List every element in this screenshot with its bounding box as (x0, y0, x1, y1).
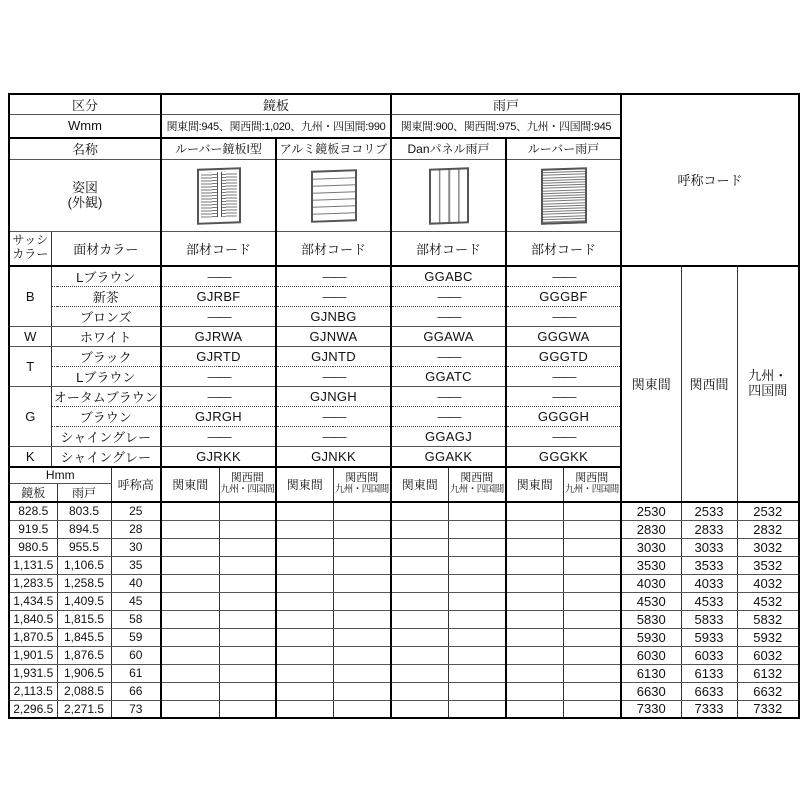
kubun-header: 区分 (9, 94, 161, 115)
kansai-kyushu-subheader (448, 467, 506, 503)
buzai-code-header: 部材コード (391, 232, 506, 266)
empty-cell (333, 646, 391, 664)
empty-cell (563, 628, 621, 646)
color-name: Lブラウン (51, 366, 161, 386)
color-name: ブラウン (51, 406, 161, 426)
empty-cell (333, 628, 391, 646)
code-cell: GGABC (391, 266, 506, 287)
empty-cell (563, 574, 621, 592)
color-name: シャイングレー (51, 446, 161, 467)
wmm-header: Wmm (9, 115, 161, 138)
sash-line2: カラー (12, 247, 49, 262)
kosho-code-kanto: 5830 (621, 610, 681, 628)
figure-cell (161, 160, 276, 232)
mensai-color-header: 面材カラー (51, 232, 161, 266)
code-cell: GGGKK (506, 446, 621, 467)
code-cell: —— (161, 306, 276, 326)
code-cell: —— (506, 306, 621, 326)
sash-color-header (9, 232, 51, 266)
louver-amado-figure (541, 167, 587, 225)
color-name: ホワイト (51, 326, 161, 346)
amado-col-header: 雨戸 (57, 484, 111, 503)
kagami-h: 1,870.5 (9, 628, 57, 646)
empty-cell (563, 610, 621, 628)
empty-cell (448, 646, 506, 664)
sash-letter: W (9, 326, 51, 346)
empty-cell (161, 538, 219, 556)
kyushu-line: 九州・四国間 (449, 484, 504, 496)
kyushu-line: 九州・四国間 (220, 484, 275, 496)
code-cell: GJRGH (161, 406, 276, 426)
empty-cell (563, 592, 621, 610)
empty-cell (161, 664, 219, 682)
empty-cell (276, 628, 333, 646)
empty-cell (276, 646, 333, 664)
empty-cell (506, 592, 563, 610)
empty-cell (333, 610, 391, 628)
kosho-h: 59 (111, 628, 161, 646)
kosho-h: 61 (111, 664, 161, 682)
empty-cell (333, 664, 391, 682)
kansai-kyushu-subheader (219, 467, 276, 503)
spec-table (8, 93, 800, 719)
empty-cell (333, 538, 391, 556)
kanto-subheader: 関東間 (276, 467, 333, 503)
kosho-code-kansai: 4533 (681, 592, 737, 610)
kosho-code-kyushu: 2832 (737, 520, 799, 538)
kosho-code-kansai: 2833 (681, 520, 737, 538)
code-cell: —— (161, 386, 276, 406)
code-cell: —— (391, 386, 506, 406)
sugata-header (9, 160, 161, 232)
kosho-code-kanto: 7330 (621, 700, 681, 718)
empty-cell (333, 682, 391, 700)
kagami-h: 1,931.5 (9, 664, 57, 682)
kansai-line: 関西間 (345, 472, 379, 485)
empty-cell (219, 682, 276, 700)
empty-cell (448, 628, 506, 646)
empty-cell (506, 502, 563, 520)
empty-cell (219, 592, 276, 610)
empty-cell (219, 556, 276, 574)
code-cell: GGAGJ (391, 426, 506, 446)
empty-cell (391, 520, 448, 538)
kansai-line: 関西間 (460, 472, 494, 485)
code-cell: GGAKK (391, 446, 506, 467)
empty-cell (448, 520, 506, 538)
kansai-kyushu-subheader (563, 467, 621, 503)
kagami-col-header: 鏡板 (9, 484, 57, 503)
kosho-code-kansai: 3033 (681, 538, 737, 556)
kosho-h: 35 (111, 556, 161, 574)
sash-letter: T (9, 346, 51, 386)
empty-cell (276, 664, 333, 682)
code-cell: GJNGH (276, 386, 391, 406)
kosho-h: 73 (111, 700, 161, 718)
empty-cell (333, 592, 391, 610)
group-kagamiita: 鏡板 (161, 94, 391, 115)
empty-cell (219, 610, 276, 628)
kyushu-line1: 九州・ (748, 367, 788, 383)
figure-cell (506, 160, 621, 232)
kosho-code-kanto: 2530 (621, 502, 681, 520)
kanto-subheader: 関東間 (506, 467, 563, 503)
region-kanto-label: 関東間 (621, 266, 681, 503)
color-name: ブロンズ (51, 306, 161, 326)
empty-cell (161, 700, 219, 718)
kosho-code-kanto: 6030 (621, 646, 681, 664)
kosho-code-kanto: 6130 (621, 664, 681, 682)
kagami-h: 1,840.5 (9, 610, 57, 628)
louver-kagami-i-figure (197, 167, 241, 225)
kosho-h: 30 (111, 538, 161, 556)
amado-h: 894.5 (57, 520, 111, 538)
dan-panel-amado-figure (429, 167, 469, 224)
code-cell: —— (276, 286, 391, 306)
code-cell: —— (161, 266, 276, 287)
kosho-code-kansai: 3533 (681, 556, 737, 574)
code-cell: —— (506, 386, 621, 406)
kagami-h: 1,283.5 (9, 574, 57, 592)
code-cell: —— (391, 346, 506, 366)
amado-h: 1,258.5 (57, 574, 111, 592)
alumi-kagami-yokoribu-figure (311, 169, 357, 223)
empty-cell (276, 682, 333, 700)
kosho-code-kyushu: 3032 (737, 538, 799, 556)
kagami-h: 919.5 (9, 520, 57, 538)
kyushu-line: 九州・四国間 (334, 484, 389, 496)
empty-cell (563, 700, 621, 718)
kosho-h: 28 (111, 520, 161, 538)
empty-cell (161, 628, 219, 646)
code-cell: GGATC (391, 366, 506, 386)
empty-cell (276, 556, 333, 574)
kosho-h: 45 (111, 592, 161, 610)
kosho-code-kyushu: 3532 (737, 556, 799, 574)
code-cell: —— (391, 306, 506, 326)
code-cell: —— (161, 426, 276, 446)
amado-h: 1,815.5 (57, 610, 111, 628)
empty-cell (161, 682, 219, 700)
kosho-code-kanto: 5930 (621, 628, 681, 646)
amado-h: 2,271.5 (57, 700, 111, 718)
code-cell: GJNBG (276, 306, 391, 326)
empty-cell (219, 646, 276, 664)
figure-cell (391, 160, 506, 232)
empty-cell (333, 700, 391, 718)
empty-cell (276, 574, 333, 592)
kosho-code-kanto: 3030 (621, 538, 681, 556)
kosho-code-kyushu: 2532 (737, 502, 799, 520)
code-cell: GJNWA (276, 326, 391, 346)
empty-cell (219, 664, 276, 682)
amado-h: 2,088.5 (57, 682, 111, 700)
kyushu-line: 九州・四国間 (564, 484, 619, 496)
kagami-h: 1,434.5 (9, 592, 57, 610)
wmm-kagamiita: 関東間:945、関西間:1,020、九州・四国間:990 (161, 115, 391, 138)
region-kansai-label: 関西間 (681, 266, 737, 503)
sash-line1: サッシ (12, 233, 49, 248)
code-cell: GGGGH (506, 406, 621, 426)
empty-cell (161, 556, 219, 574)
empty-cell (506, 700, 563, 718)
empty-cell (448, 592, 506, 610)
kanto-subheader: 関東間 (391, 467, 448, 503)
code-cell: —— (506, 266, 621, 287)
amado-h: 1,845.5 (57, 628, 111, 646)
code-cell: GJNTD (276, 346, 391, 366)
empty-cell (391, 700, 448, 718)
empty-cell (276, 700, 333, 718)
color-name: シャイングレー (51, 426, 161, 446)
empty-cell (391, 592, 448, 610)
kosho-code-kanto: 3530 (621, 556, 681, 574)
kosho-h: 25 (111, 502, 161, 520)
kosho-code-kansai: 6033 (681, 646, 737, 664)
code-cell: —— (276, 366, 391, 386)
empty-cell (506, 628, 563, 646)
kosho-code-kyushu: 6632 (737, 682, 799, 700)
code-cell: GGGWA (506, 326, 621, 346)
empty-cell (333, 574, 391, 592)
kosho-h: 58 (111, 610, 161, 628)
region-kyushu-label (737, 266, 799, 503)
kosho-code-kansai: 5933 (681, 628, 737, 646)
code-cell: GJRBF (161, 286, 276, 306)
sash-letter: B (9, 266, 51, 327)
product-name: アルミ鏡板ヨコリブ (276, 138, 391, 160)
empty-cell (563, 682, 621, 700)
code-cell: GJRKK (161, 446, 276, 467)
kosho-code-kanto: 6630 (621, 682, 681, 700)
empty-cell (219, 538, 276, 556)
kosho-code-kyushu: 4032 (737, 574, 799, 592)
empty-cell (333, 520, 391, 538)
kyushu-line2: 四国間 (748, 382, 788, 398)
code-cell: GJNKK (276, 446, 391, 467)
empty-cell (448, 682, 506, 700)
empty-cell (219, 700, 276, 718)
kagami-h: 828.5 (9, 502, 57, 520)
kosho-code-kyushu: 5932 (737, 628, 799, 646)
empty-cell (161, 610, 219, 628)
empty-cell (161, 646, 219, 664)
code-cell: —— (276, 426, 391, 446)
empty-cell (563, 664, 621, 682)
empty-cell (219, 628, 276, 646)
empty-cell (219, 520, 276, 538)
kosho-code-kanto: 4030 (621, 574, 681, 592)
amado-h: 955.5 (57, 538, 111, 556)
kagami-h: 980.5 (9, 538, 57, 556)
empty-cell (161, 520, 219, 538)
kosho-code-kanto: 2830 (621, 520, 681, 538)
code-cell: —— (276, 266, 391, 287)
kansai-kyushu-subheader (333, 467, 391, 503)
code-cell: —— (391, 286, 506, 306)
empty-cell (563, 538, 621, 556)
empty-cell (563, 520, 621, 538)
empty-cell (276, 610, 333, 628)
empty-cell (391, 610, 448, 628)
empty-cell (506, 646, 563, 664)
hmm-header: Hmm (9, 467, 111, 484)
buzai-code-header: 部材コード (161, 232, 276, 266)
kanto-subheader: 関東間 (161, 467, 219, 503)
empty-cell (448, 574, 506, 592)
empty-cell (506, 610, 563, 628)
kosho-code-kyushu: 6132 (737, 664, 799, 682)
code-cell: GJRTD (161, 346, 276, 366)
kosho-h: 60 (111, 646, 161, 664)
code-cell: —— (276, 406, 391, 426)
empty-cell (391, 556, 448, 574)
empty-cell (448, 502, 506, 520)
kosho-code-kansai: 2533 (681, 502, 737, 520)
code-cell: —— (506, 366, 621, 386)
empty-cell (448, 700, 506, 718)
kosho-h: 40 (111, 574, 161, 592)
empty-cell (333, 556, 391, 574)
code-cell: —— (161, 366, 276, 386)
kosho-code-kyushu: 5832 (737, 610, 799, 628)
empty-cell (563, 502, 621, 520)
kosho-code-kansai: 4033 (681, 574, 737, 592)
amado-h: 803.5 (57, 502, 111, 520)
kosho-code-kyushu: 6032 (737, 646, 799, 664)
kansai-line: 関西間 (230, 472, 264, 485)
empty-cell (391, 628, 448, 646)
kagami-h: 1,901.5 (9, 646, 57, 664)
empty-cell (276, 592, 333, 610)
amado-h: 1,106.5 (57, 556, 111, 574)
sash-letter: G (9, 386, 51, 446)
color-name: 新茶 (51, 286, 161, 306)
product-name: Danパネル雨戸 (391, 138, 506, 160)
empty-cell (448, 556, 506, 574)
kosho-code-kanto: 4530 (621, 592, 681, 610)
code-cell: GGGTD (506, 346, 621, 366)
empty-cell (276, 538, 333, 556)
kosho-code-kansai: 7333 (681, 700, 737, 718)
sugata-line2: (外観) (67, 194, 103, 210)
empty-cell (391, 538, 448, 556)
empty-cell (391, 502, 448, 520)
kosho-code-header: 呼称コード (621, 94, 799, 266)
buzai-code-header: 部材コード (506, 232, 621, 266)
code-cell: GJRWA (161, 326, 276, 346)
kagami-h: 1,131.5 (9, 556, 57, 574)
empty-cell (448, 538, 506, 556)
color-name: ブラック (51, 346, 161, 366)
empty-cell (219, 574, 276, 592)
empty-cell (448, 664, 506, 682)
kagami-h: 2,113.5 (9, 682, 57, 700)
figure-cell (276, 160, 391, 232)
kansai-line: 関西間 (575, 472, 609, 485)
product-name: ルーバー鏡板I型 (161, 138, 276, 160)
empty-cell (333, 502, 391, 520)
product-name: ルーバー雨戸 (506, 138, 621, 160)
meisho-header: 名称 (9, 138, 161, 160)
wmm-amado: 関東間:900、関西間:975、九州・四国間:945 (391, 115, 621, 138)
empty-cell (506, 556, 563, 574)
empty-cell (448, 610, 506, 628)
empty-cell (276, 520, 333, 538)
empty-cell (391, 664, 448, 682)
buzai-code-header: 部材コード (276, 232, 391, 266)
sash-letter: K (9, 446, 51, 467)
color-name: Lブラウン (51, 266, 161, 287)
kagami-h: 2,296.5 (9, 700, 57, 718)
code-cell: GGGBF (506, 286, 621, 306)
koshodaka-header: 呼称高 (111, 467, 161, 503)
empty-cell (161, 502, 219, 520)
empty-cell (276, 502, 333, 520)
sugata-line1: 姿図 (71, 179, 98, 195)
empty-cell (391, 646, 448, 664)
code-cell: —— (391, 406, 506, 426)
amado-h: 1,876.5 (57, 646, 111, 664)
kosho-code-kyushu: 7332 (737, 700, 799, 718)
code-cell: —— (506, 426, 621, 446)
empty-cell (506, 664, 563, 682)
empty-cell (506, 682, 563, 700)
empty-cell (506, 574, 563, 592)
group-amado: 雨戸 (391, 94, 621, 115)
amado-h: 1,906.5 (57, 664, 111, 682)
empty-cell (506, 520, 563, 538)
kosho-h: 66 (111, 682, 161, 700)
amado-h: 1,409.5 (57, 592, 111, 610)
empty-cell (563, 646, 621, 664)
empty-cell (391, 682, 448, 700)
empty-cell (219, 502, 276, 520)
empty-cell (506, 538, 563, 556)
empty-cell (161, 592, 219, 610)
kosho-code-kansai: 6133 (681, 664, 737, 682)
kosho-code-kansai: 6633 (681, 682, 737, 700)
empty-cell (391, 574, 448, 592)
empty-cell (161, 574, 219, 592)
kosho-code-kyushu: 4532 (737, 592, 799, 610)
kosho-code-kansai: 5833 (681, 610, 737, 628)
code-cell: GGAWA (391, 326, 506, 346)
color-name: オータムブラウン (51, 386, 161, 406)
empty-cell (563, 556, 621, 574)
